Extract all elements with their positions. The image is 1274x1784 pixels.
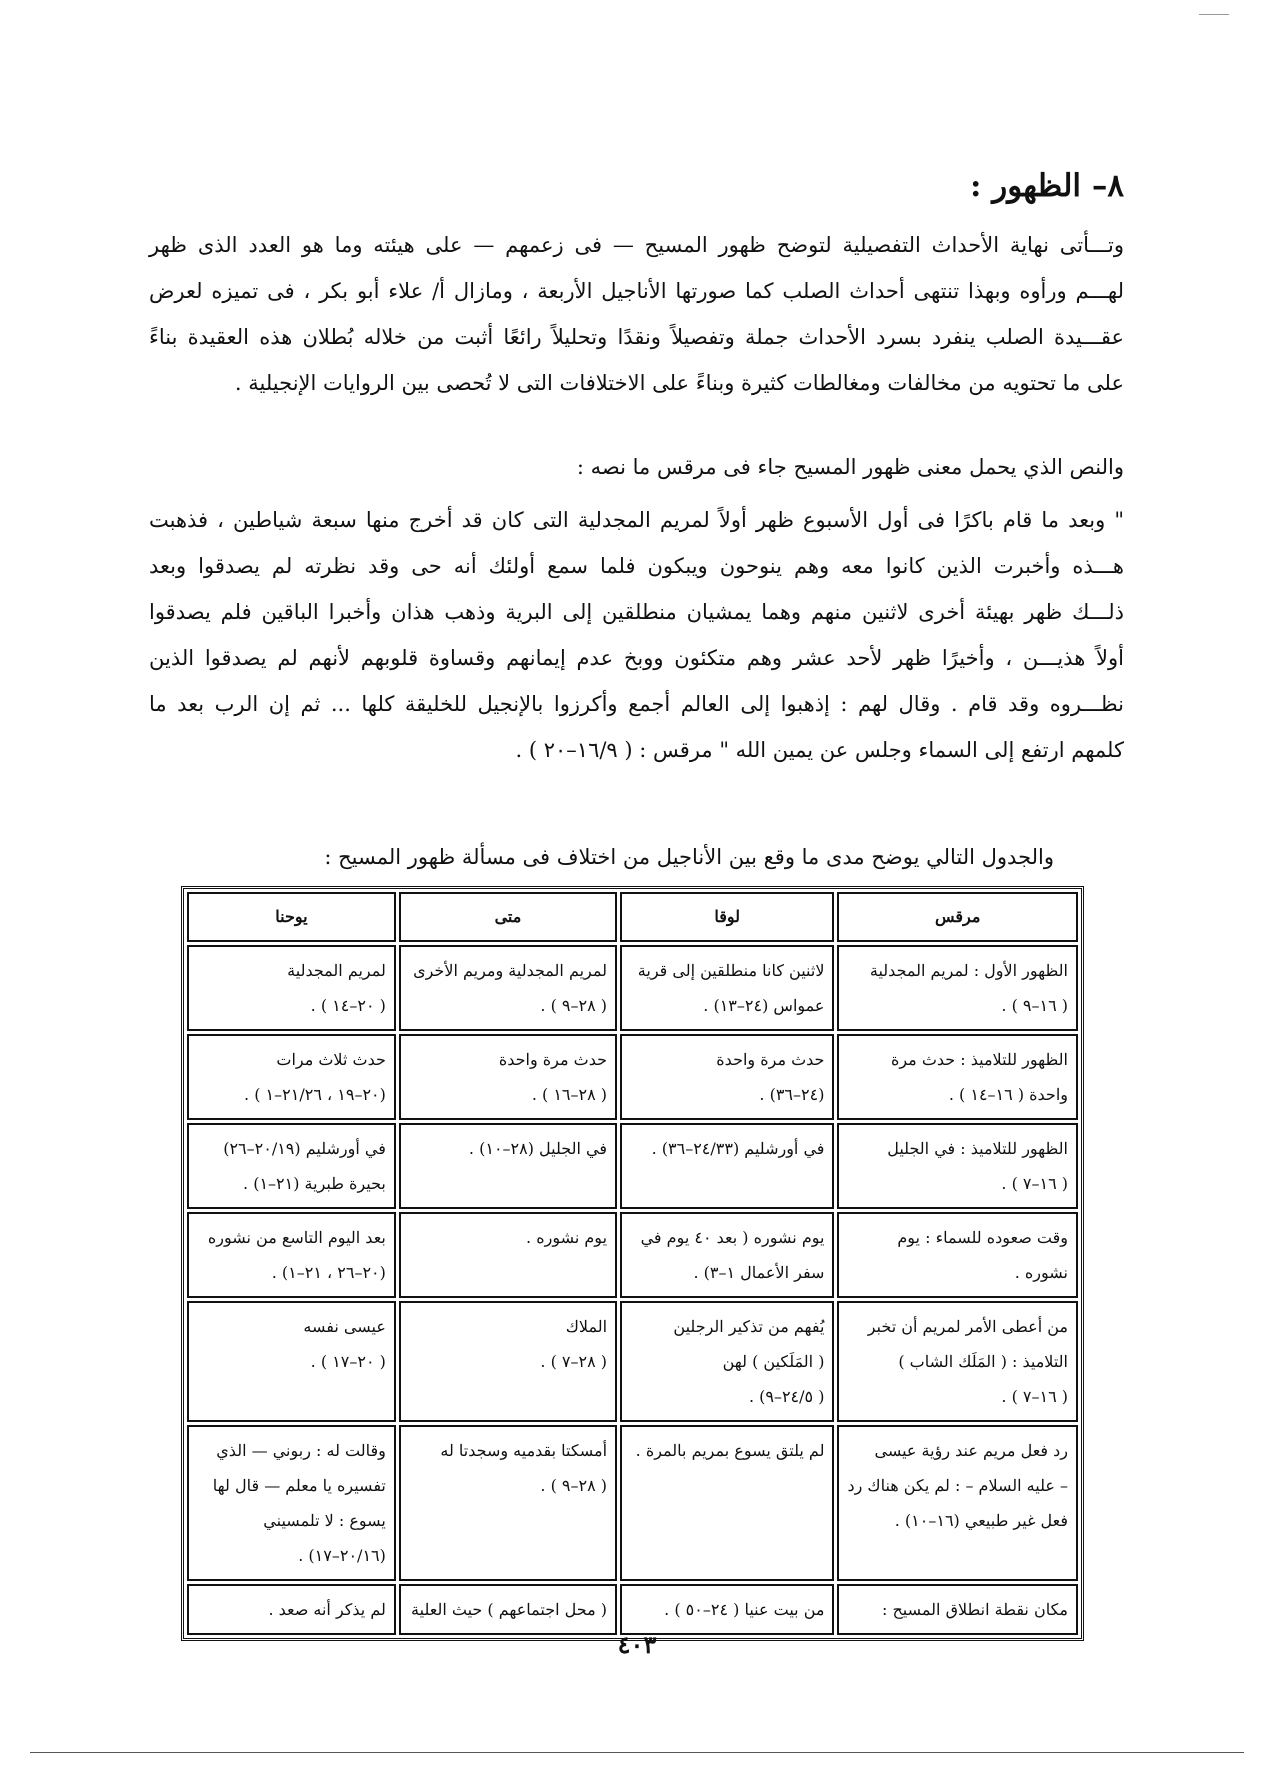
cell-line: (٢٠–٢٦ ، ٢١–١) . — [271, 1263, 386, 1282]
cell-line: أمسكتا بقدميه وسجدتا له — [440, 1441, 608, 1460]
quote-line: " وبعد ما قام باكرًا فى أول الأسبوع ظهر أولاً لمريم المجدلية التى كان قد أخرج منها سبعة شياطين ، فذهبت — [149, 508, 1124, 532]
cell-line: رد فعل مريم عند رؤية عيسى — [874, 1441, 1068, 1460]
cell-line: ( ٢٠–١٧ ) . — [310, 1352, 386, 1371]
table-cell — [187, 1584, 396, 1635]
cell-line: ( ١٦–٧ ) . — [1001, 1387, 1068, 1406]
cell-line: ( ٢٨–٩ ) . — [540, 1476, 608, 1495]
cell-line: وقت صعوده للسماء : يوم — [897, 1228, 1068, 1247]
table-cell — [837, 1425, 1078, 1581]
table-row — [187, 1123, 1078, 1209]
table-header-row — [187, 892, 1078, 942]
cell-line: عمواس (٢٤–١٣) . — [703, 996, 825, 1015]
quote-line: ذلـــك ظهر بهيئة أخرى لاثنين منهم وهما يمشيان منطلقين إلى البرية وذهب هذان وأخبرا الباقين فلم يصدقوا — [149, 600, 1124, 624]
cell-line: ( ٢٨–٩ ) . — [540, 996, 608, 1015]
cell-line: (٢٠/١٦–١٧) . — [298, 1546, 386, 1565]
table-row — [187, 1425, 1078, 1581]
quote-line: هـــذه وأخبرت الذين كانوا معه وهم ينوحون ويبكون فلما سمع أولئك أنه حى وقد نظرته لم يصدقوا وبعد — [149, 554, 1124, 578]
table-cell — [620, 1123, 834, 1209]
scan-mark — [1199, 14, 1229, 15]
cell-line: يسوع : لا تلمسيني — [263, 1511, 386, 1530]
table-row — [187, 1584, 1078, 1635]
cell-line: نشوره . — [1014, 1263, 1068, 1282]
cell-line: ( ٢٨–٧ ) . — [540, 1352, 608, 1371]
cell-line: ( المَلَكين ) لهن — [722, 1352, 825, 1371]
table-row — [187, 1301, 1078, 1422]
table-row — [187, 945, 1078, 1031]
table-cell — [399, 1584, 617, 1635]
cell-line: لمريم المجدلية ومريم الأخرى — [413, 961, 608, 980]
table-cell — [187, 1301, 396, 1422]
cell-line: سفر الأعمال ١–٣) . — [693, 1263, 825, 1282]
quote-intro: والنص الذي يحمل معنى ظهور المسيح جاء فى مرقس ما نصه : — [576, 455, 1124, 479]
table-cell — [399, 1034, 617, 1120]
gospel-quote — [149, 497, 1124, 773]
cell-line: من بيت عنيا ( ٢٤–٥٠ ) . — [664, 1600, 825, 1619]
cell-line: حدث مرة واحدة — [716, 1050, 825, 1069]
quote-line: نظـــروه وقد قام . وقال لهم : إذهبوا إلى العالم أجمع وأكرزوا بالإنجيل للخليقة كلها ... ثم إن الرب بعد ما — [149, 692, 1124, 716]
cell-line: مكان نقطة انطلاق المسيح : — [882, 1600, 1068, 1619]
gospel-comparison-table — [181, 886, 1084, 1641]
body-paragraph — [149, 222, 1124, 406]
cell-line: وقالت له : ربوني — الذي — [216, 1441, 386, 1460]
header-john: يوحنا — [187, 892, 396, 942]
cell-line: حدث مرة واحدة — [498, 1050, 608, 1069]
cell-line: ( محل اجتماعهم ) حيث العلية — [411, 1600, 608, 1619]
cell-line: في أورشليم (٢٤/٣٣–٣٦) . — [651, 1139, 825, 1158]
header-matthew: متى — [399, 892, 617, 942]
quote-line: كلمهم ارتفع إلى السماء وجلس عن يمين الله " مرقس : ( ١٦/٩–٢٠ ) . — [515, 738, 1124, 762]
table-cell — [620, 1584, 834, 1635]
cell-line: – عليه السلام – : لم يكن هناك رد — [847, 1476, 1068, 1495]
table-cell — [837, 1301, 1078, 1422]
cell-line: من أعطى الأمر لمريم أن تخبر — [867, 1317, 1068, 1336]
table-cell — [620, 1425, 834, 1581]
cell-line: واحدة ( ١٦–١٤ ) . — [948, 1085, 1068, 1104]
table-cell — [837, 945, 1078, 1031]
cell-line: عيسى نفسه — [303, 1317, 386, 1336]
cell-line: في أورشليم (٢٠/١٩–٢٦) — [223, 1139, 386, 1158]
cell-line: الظهور الأول : لمريم المجدلية — [869, 961, 1068, 980]
table-cell — [837, 1034, 1078, 1120]
cell-line: تفسيره يا معلم — قال لها — [212, 1476, 386, 1495]
paragraph-line: على ما تحتويه من مخالفات ومغالطات كثيرة وبناءً على الاختلافات التى لا تُحصى بين الروايات الإنجيلية . — [234, 371, 1124, 395]
cell-line: التلاميذ : ( المَلَك الشاب ) — [898, 1352, 1068, 1371]
cell-line: بحيرة طبرية (٢١–١) . — [243, 1174, 386, 1193]
cell-line: فعل غير طبيعي (١٦–١٠) . — [894, 1511, 1068, 1530]
table-cell — [399, 945, 617, 1031]
cell-line: حدث ثلاث مرات — [276, 1050, 386, 1069]
cell-line: يُفهم من تذكير الرجلين — [673, 1317, 825, 1336]
cell-line: ( ١٦–٧ ) . — [1001, 1174, 1068, 1193]
paragraph-line: عقـــيدة الصلب ينفرد بسرد الأحداث جملة وتفصيلاً ونقدًا وتحليلاً رائعًا أثبت من خلاله بُطلان هذه العقيدة بناءً — [149, 325, 1124, 349]
table-cell — [399, 1212, 617, 1298]
cell-line: الظهور للتلاميذ : حدث مرة — [890, 1050, 1068, 1069]
cell-line: الظهور للتلاميذ : في الجليل — [887, 1139, 1068, 1158]
table-cell — [837, 1584, 1078, 1635]
cell-line: (٢٠–١٩ ، ٢١/٢٦–١ ) . — [244, 1085, 386, 1104]
table-row — [187, 1212, 1078, 1298]
cell-line: لم يذكر أنه صعد . — [268, 1600, 386, 1619]
cell-line: الملاك — [565, 1317, 608, 1336]
table-cell — [187, 1123, 396, 1209]
cell-line: ( ٢٠–١٤ ) . — [310, 996, 386, 1015]
table-cell — [187, 1425, 396, 1581]
section-heading: ٨– الظهور : — [970, 168, 1124, 204]
table-cell — [620, 1212, 834, 1298]
table-cell — [187, 1212, 396, 1298]
cell-line: لمريم المجدلية — [287, 961, 386, 980]
cell-line: ( ٢٨–١٦ ) . — [531, 1085, 608, 1104]
cell-line: في الجليل (٢٨–١٠) . — [468, 1139, 608, 1158]
table-cell — [399, 1123, 617, 1209]
cell-line: بعد اليوم التاسع من نشوره — [207, 1228, 386, 1247]
cell-line: يوم نشوره . — [526, 1228, 608, 1247]
footer-rule — [30, 1752, 1244, 1753]
table-cell — [399, 1301, 617, 1422]
quote-line: أولاً هذيـــن ، وأخيرًا ظهر لأحد عشر وهم متكئون ووبخ عدم إيمانهم وقساوة قلوبهم لأنهم لم يصدقوا الذين — [149, 646, 1124, 670]
table-cell — [187, 945, 396, 1031]
cell-line: لم يلتق يسوع بمريم بالمرة . — [635, 1441, 825, 1460]
paragraph-line: لهـــم ورأوه وبهذا تنتهى أحداث الصلب كما صورتها الأناجيل الأربعة ، ومازال أ/ علاء أبو بكر ، فى تميزه لعرض — [149, 279, 1124, 303]
table-cell — [620, 1034, 834, 1120]
table-cell — [837, 1123, 1078, 1209]
page-number: ٤٠٣ — [617, 1630, 657, 1659]
header-luke: لوقا — [620, 892, 834, 942]
cell-line: ( ٢٤/٥–٩) . — [748, 1387, 825, 1406]
table-cell — [620, 945, 834, 1031]
cell-line: لاثنين كانا منطلقين إلى قرية — [637, 961, 825, 980]
cell-line: يوم نشوره ( بعد ٤٠ يوم في — [640, 1228, 825, 1247]
table-cell — [399, 1425, 617, 1581]
cell-line: ( ١٦–٩ ) . — [1001, 996, 1068, 1015]
cell-line: (٢٤–٣٦) . — [759, 1085, 825, 1104]
table-cell — [620, 1301, 834, 1422]
table-cell — [187, 1034, 396, 1120]
header-mark: مرقس — [837, 892, 1078, 942]
table-caption: والجدول التالي يوضح مدى ما وقع بين الأناجيل من اختلاف فى مسألة ظهور المسيح : — [324, 845, 1054, 869]
paragraph-line: وتـــأتى نهاية الأحداث التفصيلية لتوضح ظهور المسيح — فى زعمهم — على هيئته وما هو العدد الذى ظهر — [149, 233, 1124, 257]
table-cell — [837, 1212, 1078, 1298]
table-row — [187, 1034, 1078, 1120]
